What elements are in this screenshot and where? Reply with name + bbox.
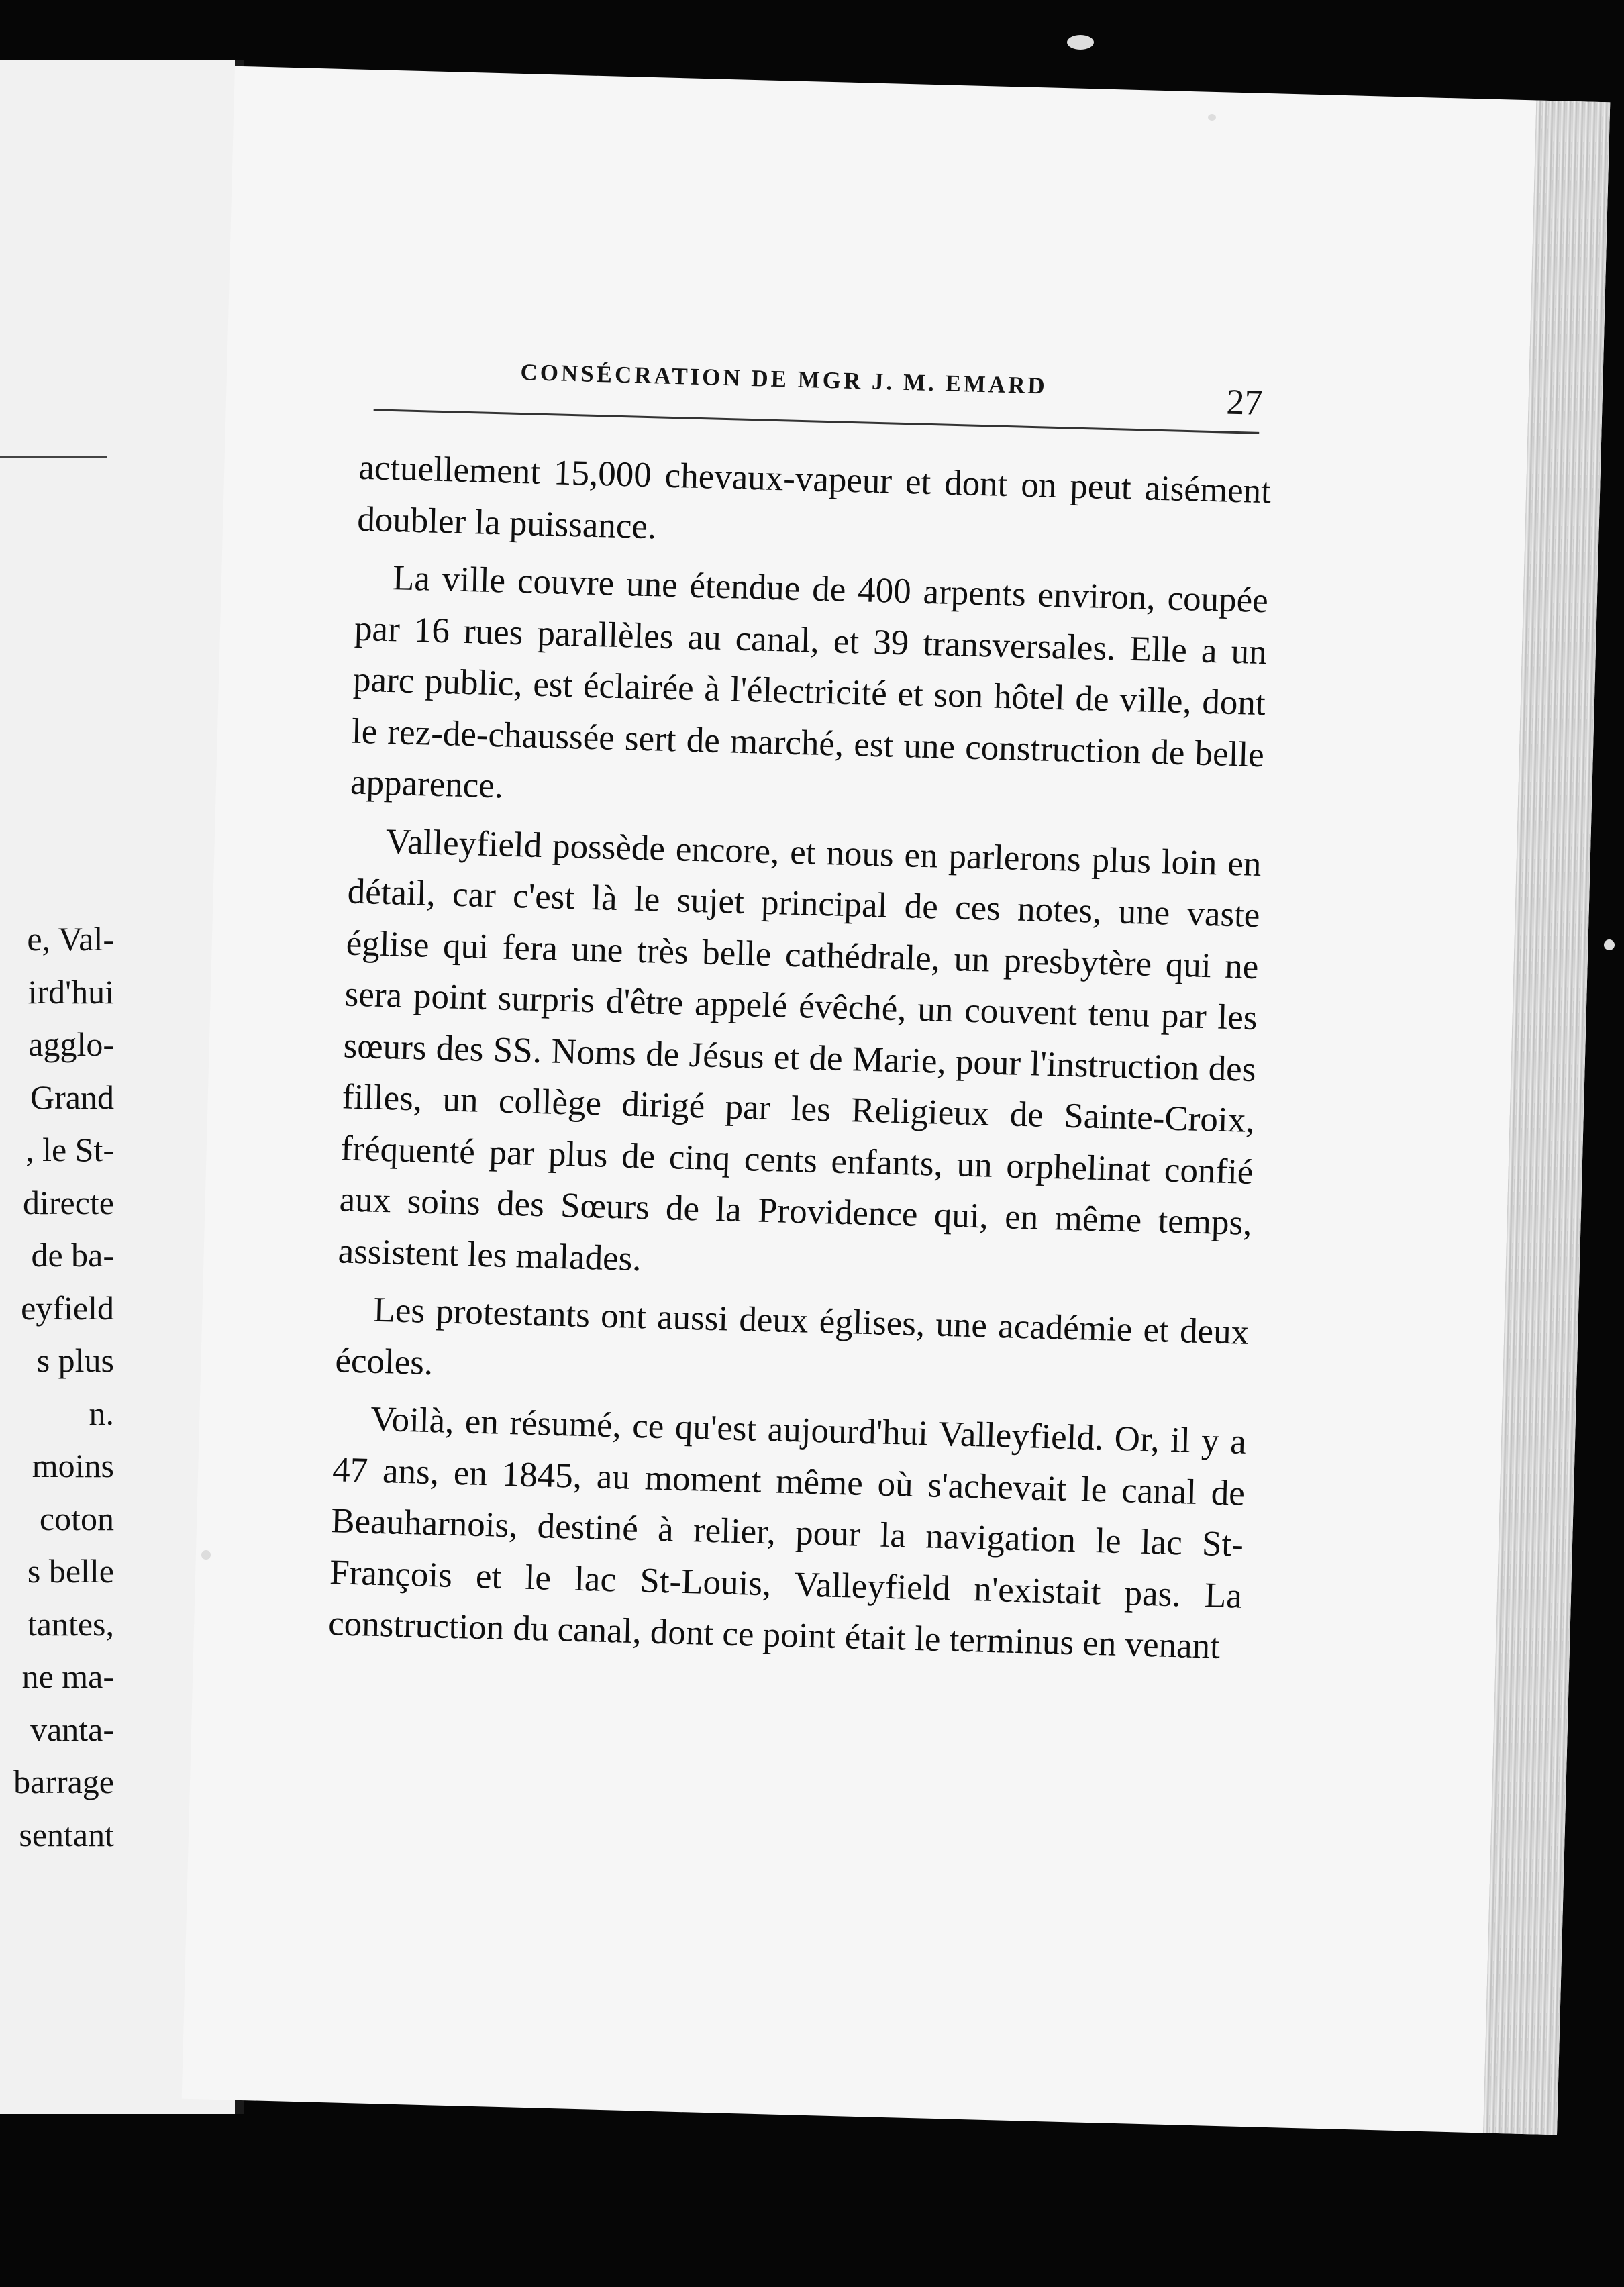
book-page [182,66,1611,2135]
body-text [327,442,1272,1680]
left-line: agglo- [28,1025,114,1063]
scan-speck [1604,939,1615,950]
left-line: s belle [27,1552,114,1590]
left-line: , le St- [26,1131,114,1168]
scan-speck [201,1550,211,1560]
page-edge [1483,100,1610,2135]
left-page-text [0,913,114,1861]
left-line: de ba- [31,1236,114,1274]
left-line: moins [32,1447,114,1484]
page-number: 27 [1225,381,1264,423]
left-line: coton [39,1499,114,1537]
left-line: eyfield [21,1288,114,1327]
left-line: vanta- [30,1710,114,1748]
paragraph: La ville couvre une étendue de 400 arpents environ, coupée par 16 rues parallèles au canal, et 39 transversales. Elle a un parc public, est éclairée à l'électricité et son hôtel de ville, dont le rez-de-chaussée sert de marché, est une construction de belle apparence. [350,558,1269,806]
left-page-rule [0,456,107,458]
left-line: sentant [19,1815,114,1853]
left-line: barrage [13,1763,114,1800]
left-line: tantes, [27,1605,114,1643]
scan-speck [1208,114,1216,121]
running-head: CONSÉCRATION DE MGR J. M. EMARD [519,358,1048,399]
left-line: directe [22,1183,114,1221]
left-line: n. [89,1394,114,1432]
paragraph: actuellement 15,000 chevaux-vapeur et dont on peut aisément doubler la puissance. [356,448,1272,546]
left-line: e, Val- [27,920,114,958]
paragraph: Les protestants ont aussi deux églises, une académie et deux écoles. [334,1290,1250,1382]
header-rule [374,409,1260,434]
left-line: s plus [36,1341,114,1379]
scan-speck [1067,35,1094,50]
paragraph: Valleyfield possède encore, et nous en parlerons plus loin en détail, car c'est là le sujet principal de ces notes, une vaste église qui fera une très belle cathédrale, un presbytère qui ne sera point surpris d'être appelé évêché, un couvent tenu par les sœurs des SS. Noms de Jésus et de Marie, pour l'instruction des filles, un collège dirigé par les Religieux de Sainte-Croix, fréquenté par plus de cinq cents enfants, un orphelinat confié aux soins des Sœurs de la Providence qui, en même temps, assistent les malades. [338,821,1262,1278]
left-line: Grand [30,1078,114,1116]
left-line: ird'hui [28,972,114,1011]
paragraph: Voilà, en résumé, ce qu'est aujourd'hui Valleyfield. Or, il y a 47 ans, en 1845, au moment même où s'achevait le canal de Beauharnois, destiné à relier, pour la navigation le lac St-François et le lac St-Louis, Valleyfield n'existait pas. La construction du canal, dont ce point était le terminus en venant [327,1399,1247,1666]
left-line: ne ma- [21,1658,114,1695]
